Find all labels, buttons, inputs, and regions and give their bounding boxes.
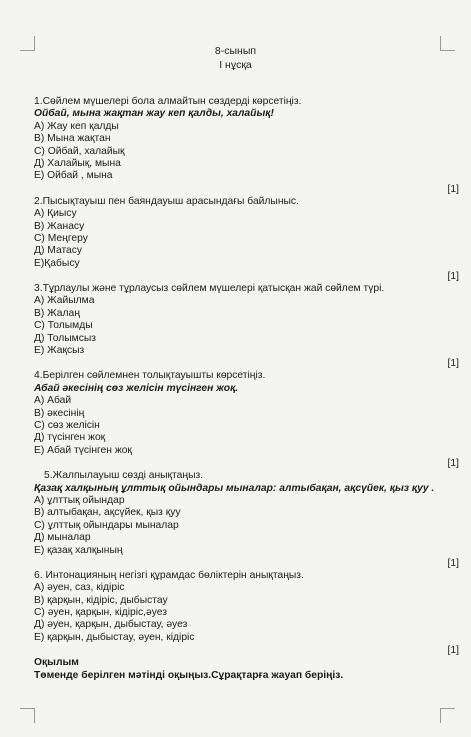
- answer-option: А) Қиысу: [34, 208, 77, 220]
- answer-option: С) Толымды: [34, 320, 93, 332]
- question-title: 1.Сөйлем мүшелері бола алмайтын сөздерді көрсетіңіз.: [34, 96, 302, 107]
- answer-option: В) Жанасу: [34, 220, 85, 232]
- score-mark: [1]: [447, 271, 459, 283]
- answer-option: С) Ойбай, халайық: [34, 145, 125, 157]
- reading-title: Оқылым: [34, 657, 79, 669]
- question-sentence: Абай әкесінің сөз желісін түсінген жоқ.: [34, 382, 239, 394]
- answer-option: В) әкесінің: [34, 407, 85, 419]
- question-1: [34, 96, 459, 196]
- crop-mark-bottom-left: [20, 708, 35, 723]
- crop-mark-bottom-right: [440, 708, 455, 723]
- answer-option: Е) Абай түсінген жоқ: [34, 444, 132, 456]
- answer-option: А) әуен, саз, кідіріс: [34, 582, 125, 594]
- answer-option: С) Меңгеру: [34, 232, 88, 244]
- variant-heading: І нұсқа: [219, 59, 252, 71]
- answer-option: В) Жалаң: [34, 307, 80, 319]
- answer-option: Д) әуен, қарқын, дыбыстау, әуез: [34, 619, 188, 631]
- question-title: 6. Интонацияның негізгі құрамдас бөліктерін анықтаңыз.: [34, 569, 304, 581]
- question-4: [34, 370, 459, 470]
- score-mark: [1]: [447, 557, 459, 569]
- question-title: 2.Пысықтауыш пен баяндауыш арасындағы байлыныс.: [34, 195, 299, 207]
- score-mark: [1]: [447, 183, 459, 195]
- question-sentence: Ойбай, мына жақтан жау кеп қалды, халайық!: [34, 108, 274, 120]
- answer-option: В) алтыбақан, ақсүйек, қыз қуу: [34, 507, 181, 519]
- score-mark: [1]: [447, 458, 459, 470]
- answer-option: А) Абай: [34, 395, 72, 407]
- answer-option: Е) Жақсыз: [34, 345, 85, 357]
- answer-option: Д) Халайық, мына: [34, 157, 121, 169]
- answer-option: Е) қарқын, дыбыстау, әуен, кідіріс: [34, 631, 195, 643]
- answer-option: А) ұлттық ойындар: [34, 494, 125, 506]
- answer-option: В) қарқын, кідіріс, дыбыстау: [34, 594, 168, 606]
- question-title: 3.Тұрлаулы және тұрлаусыз сөйлем мүшелері қатысқан жай сөйлем түрі.: [34, 283, 385, 295]
- answer-option: Д) Толымсыз: [34, 332, 97, 344]
- reading-instruction: Төменде берілген мәтінді оқыңыз.Сұрақтарға жауап беріңіз.: [34, 669, 344, 681]
- answer-option: Е) Ойбай , мына: [34, 170, 113, 182]
- answer-option: А) Жау кеп қалды: [34, 120, 119, 132]
- reading-section: [34, 657, 459, 682]
- question-3: [34, 283, 459, 370]
- score-mark: [1]: [447, 358, 459, 370]
- question-2: [34, 196, 459, 283]
- answer-option: С) әуен, қарқын, кідіріс,әуез: [34, 607, 167, 619]
- answer-option: Д) Матасу: [34, 245, 83, 257]
- answer-option: А) Жайылма: [34, 295, 95, 307]
- question-sentence: Қазақ халқының ұлттық ойындары мыналар: алтыбақан, ақсүйек, қыз қуу .: [34, 482, 435, 494]
- answer-option: Д) түсінген жоқ: [34, 432, 106, 444]
- question-title: 4.Берілген сөйлемнен толықтауышты көрсетіңіз.: [34, 370, 266, 382]
- answer-option: С) сөз желісін: [34, 419, 100, 431]
- question-6: [34, 570, 459, 657]
- grade-heading: 8-сынып: [214, 45, 257, 57]
- answer-option: Е) қазақ халқының: [34, 544, 123, 556]
- answer-option: В) Мына жақтан: [34, 133, 111, 145]
- score-mark: [1]: [447, 645, 459, 657]
- question-title: 5.Жалпылауыш сөзді анықтаңыз.: [44, 470, 204, 482]
- answer-option: С) ұлттық ойындары мыналар: [34, 519, 179, 531]
- question-5: [34, 470, 459, 570]
- answer-option: Д) мыналар: [34, 532, 91, 544]
- questions-list: [34, 96, 459, 682]
- answer-option: Е)Қабысу: [34, 257, 80, 269]
